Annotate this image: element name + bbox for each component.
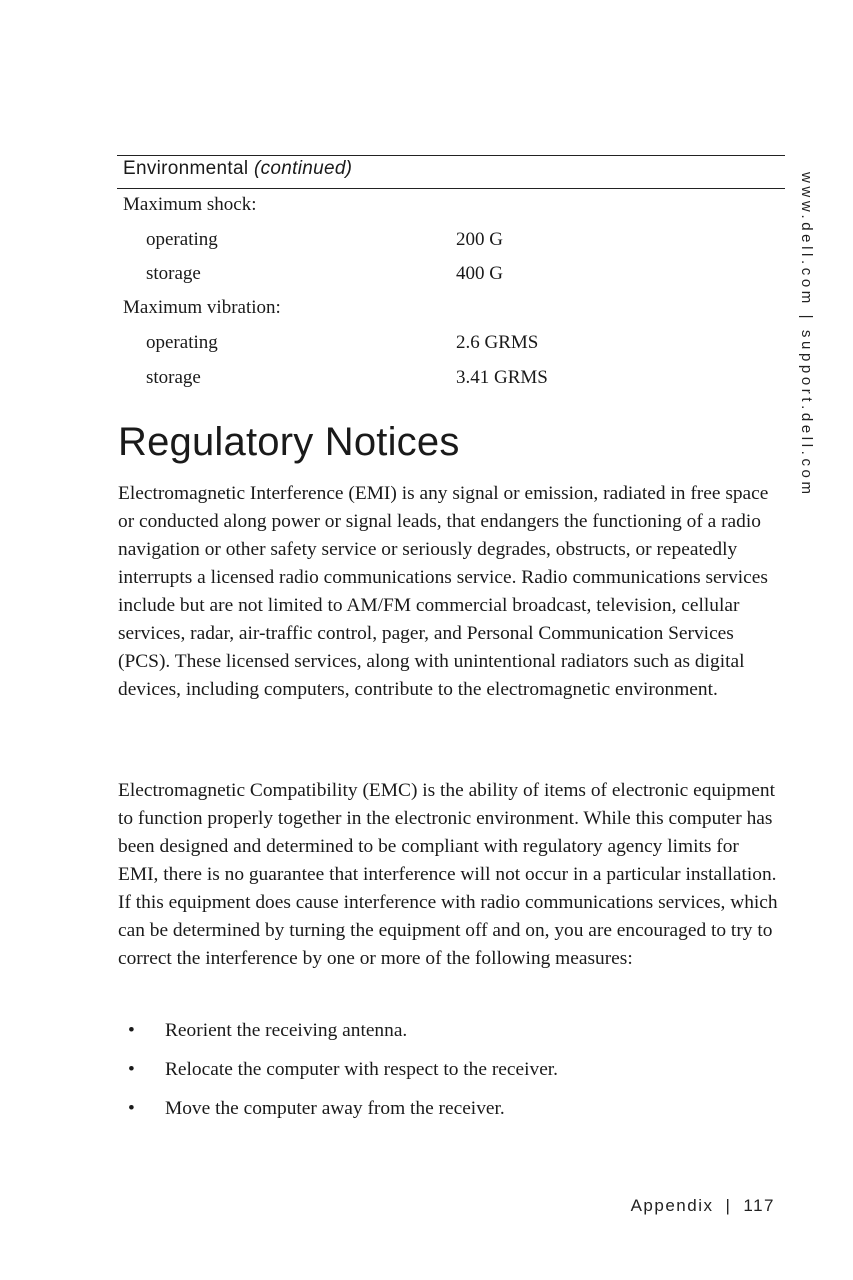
table-heading <box>123 158 352 180</box>
page-number: 117 <box>743 1196 775 1215</box>
table-row-label: storage <box>146 367 201 388</box>
table-row-label: Maximum shock: <box>123 194 257 215</box>
footer-separator: | <box>725 1196 732 1215</box>
table-row-label: storage <box>146 263 201 284</box>
bullet-glyph: • <box>128 1020 135 1041</box>
emi-paragraph: Electromagnetic Interference (EMI) is any signal or emission, radiated in free space or conducted along power or signal leads, that endangers the functioning of a radio navigation or other safety service or seriously degrades, obstructs, or repeatedly interrupts a licensed radio communications service. Radio communications services include but are not limited to AM/FM commercial broadcast, television, cellular services, radar, air-traffic control, pager, and Personal Communication Services (PCS). These licensed services, along with unintentional radiators such as digital devices, including computers, contribute to the electromagnetic environment. <box>118 483 769 700</box>
bullet-glyph: • <box>128 1059 135 1080</box>
bullet-glyph: • <box>128 1098 135 1119</box>
table-row-value: 200 G <box>456 229 503 250</box>
page-footer <box>631 1196 775 1216</box>
table-row-label: operating <box>146 332 218 353</box>
emc-paragraph: Electromagnetic Compatibility (EMC) is the ability of items of electronic equipment to function properly together in the electronic environment. While this computer has been designed and determined to be compliant with regulatory agency limits for EMI, there is no guarantee that interference will not occur in a particular installation. If this equipment does cause interference with radio communications services, which can be determined by turning the equipment off and on, you are encouraged to try to correct the interference by one or more of the following measures: <box>118 780 778 969</box>
table-row-value: 400 G <box>456 263 503 284</box>
table-row-label: Maximum vibration: <box>123 297 281 318</box>
table-heading-suffix: (continued) <box>253 158 353 179</box>
sidebar-url-tab <box>776 172 836 512</box>
list-item-text: Reorient the receiving antenna. <box>165 1020 408 1041</box>
table-row-label: operating <box>146 229 218 250</box>
table-top-rule <box>117 155 785 156</box>
table-header-rule <box>117 188 785 189</box>
list-item-text: Move the computer away from the receiver. <box>165 1098 505 1119</box>
section-title: Regulatory Notices <box>118 420 460 464</box>
table-heading-text: Environmental <box>123 158 249 179</box>
sidebar-url-text: www.dell.com | support.dell.com <box>798 172 815 498</box>
table-row-value: 3.41 GRMS <box>456 367 548 388</box>
footer-section: Appendix <box>630 1196 714 1215</box>
table-row-value: 2.6 GRMS <box>456 332 539 353</box>
list-item-text: Relocate the computer with respect to the receiver. <box>165 1059 559 1080</box>
